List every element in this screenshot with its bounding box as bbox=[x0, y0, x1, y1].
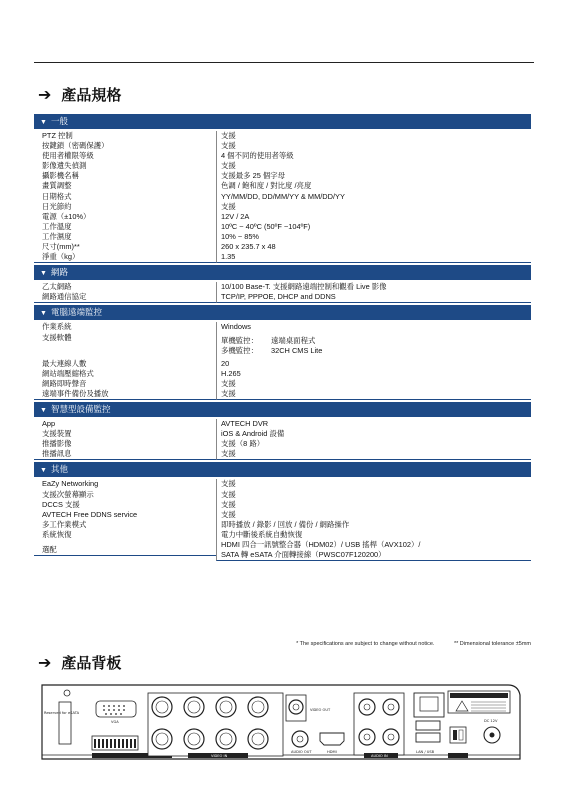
spec-row bbox=[34, 359, 531, 369]
esata-port bbox=[59, 702, 71, 744]
spec-category-title: 電腦遠端監控 bbox=[50, 307, 102, 318]
lan-port bbox=[414, 693, 444, 717]
spec-row bbox=[34, 282, 531, 292]
arrow-right-icon: ➔ bbox=[38, 652, 52, 672]
spec-row bbox=[34, 131, 531, 141]
spec-category-title: 網路 bbox=[50, 267, 68, 278]
spec-key: 工作溫度 bbox=[42, 221, 72, 231]
spec-value: 支援最多 25 個字母 bbox=[216, 171, 531, 181]
spec-value: 電力中斷後系統自動恢復 bbox=[216, 530, 531, 540]
spec-value: 支援 bbox=[216, 510, 531, 520]
spec-key: App bbox=[42, 419, 56, 429]
spec-value: YY/MM/DD, DD/MM/YY & MM/DD/YY bbox=[216, 192, 531, 202]
spec-key: 影像遺失偵測 bbox=[42, 161, 87, 171]
spec-value: 10ºC ~ 40ºC (50ºF ~104ºF) bbox=[216, 222, 531, 232]
audio-out-port bbox=[292, 731, 308, 747]
spec-key: 尺寸(mm)** bbox=[42, 242, 80, 252]
spec-key: 網站端壓縮格式 bbox=[42, 368, 94, 378]
spec-group bbox=[34, 402, 531, 460]
hdmi-port bbox=[320, 733, 344, 745]
spec-key: 網路即時聲音 bbox=[42, 378, 87, 388]
spec-key: 多工作業模式 bbox=[42, 519, 87, 529]
spec-key: 作業系統 bbox=[42, 322, 72, 332]
spec-row bbox=[34, 520, 531, 530]
spec-value: 12V / 2A bbox=[216, 212, 531, 222]
spec-key: 電源（±10%） bbox=[42, 211, 91, 221]
spec-value: 支援 bbox=[216, 500, 531, 510]
hdmi-label: HDMI bbox=[327, 750, 337, 754]
spec-row bbox=[34, 202, 531, 212]
spec-row bbox=[34, 171, 531, 181]
spec-row bbox=[34, 161, 531, 171]
spec-row bbox=[34, 232, 531, 242]
spec-row bbox=[34, 479, 531, 489]
spec-value-line: HDMI 四合一訊號整合器（HDM02）/ USB 搖桿（AVX102）/ bbox=[221, 540, 421, 549]
spec-key: DCCS 支援 bbox=[42, 499, 80, 509]
spec-row bbox=[34, 490, 531, 500]
spec-sub-value: 遠端桌面程式 bbox=[271, 335, 316, 345]
spec-row bbox=[34, 151, 531, 161]
triangle-down-icon: ▼ bbox=[40, 407, 47, 415]
panel-section-title: 產品背板 bbox=[61, 654, 122, 672]
spec-row bbox=[34, 322, 531, 332]
spec-row bbox=[34, 242, 531, 252]
spec-key: 最大連線人數 bbox=[42, 358, 87, 368]
spec-key: 網路通信協定 bbox=[34, 292, 216, 303]
spec-category-header bbox=[34, 114, 531, 129]
spec-category-header bbox=[34, 402, 531, 417]
spec-sub-line bbox=[221, 346, 531, 356]
rear-panel-illustration bbox=[38, 681, 522, 763]
spec-table bbox=[34, 114, 531, 563]
lan-usb-label: LAN / USB bbox=[416, 750, 435, 754]
triangle-down-icon: ▼ bbox=[40, 270, 47, 278]
spec-value: 支援 bbox=[216, 131, 531, 141]
spec-value: 支援 bbox=[216, 202, 531, 212]
spec-row bbox=[34, 181, 531, 191]
spec-row bbox=[34, 449, 531, 460]
triangle-down-icon: ▼ bbox=[40, 119, 47, 126]
spec-row bbox=[34, 439, 531, 449]
spec-key: 系統恢復 bbox=[42, 529, 72, 539]
footnote-1: * The specifications are subject to change without notice. bbox=[296, 641, 435, 647]
spec-category-title: 一般 bbox=[50, 116, 68, 126]
spec-key: 使用者權限等級 bbox=[42, 151, 94, 161]
spec-value: 支援 bbox=[216, 141, 531, 151]
spec-key: 按鍵鎖（密碼保護） bbox=[42, 141, 109, 151]
spec-key: 選配 bbox=[34, 545, 216, 556]
spec-value bbox=[216, 540, 531, 561]
triangle-down-icon: ▼ bbox=[40, 310, 47, 318]
spec-value: 支援 bbox=[216, 490, 531, 500]
spec-category-header bbox=[34, 265, 531, 280]
spec-key: 日期格式 bbox=[42, 191, 72, 201]
power-switch bbox=[450, 727, 466, 743]
spec-value: 4 個不同的使用者等級 bbox=[216, 151, 531, 161]
spec-value: 10% ~ 85% bbox=[216, 232, 531, 242]
spec-section-title: 產品規格 bbox=[61, 86, 122, 104]
spec-sub-value: 32CH CMS Lite bbox=[271, 345, 323, 355]
spec-value: H.265 bbox=[216, 369, 531, 379]
spec-key: 攝影機名稱 bbox=[42, 171, 79, 181]
spec-value: 支援 bbox=[216, 161, 531, 171]
spec-category-title: 智慧型設備監控 bbox=[50, 404, 111, 415]
spec-category-header bbox=[34, 462, 531, 477]
arrow-right-icon: ➔ bbox=[38, 84, 52, 104]
spec-group bbox=[34, 462, 531, 561]
spec-section-heading bbox=[38, 84, 121, 105]
audio-out-label: AUDIO OUT bbox=[291, 750, 312, 754]
spec-value: AVTECH DVR bbox=[216, 419, 531, 429]
esata-label: Reserved for eSATA bbox=[44, 711, 80, 715]
spec-value: 支援 bbox=[216, 389, 531, 400]
spec-value: 支援 bbox=[216, 479, 531, 489]
spec-value: 20 bbox=[216, 359, 531, 369]
video-out-label: VIDEO OUT bbox=[310, 708, 331, 712]
spec-row bbox=[34, 141, 531, 151]
spec-row bbox=[34, 192, 531, 202]
spec-row bbox=[34, 530, 531, 540]
spec-row bbox=[34, 379, 531, 389]
spec-key: 淨重（kg） bbox=[34, 252, 216, 263]
vga-label: VGA bbox=[111, 720, 119, 724]
spec-sub-line bbox=[221, 336, 531, 346]
spec-key: 乙太網路 bbox=[42, 282, 72, 292]
spec-row bbox=[34, 500, 531, 510]
spec-key: 推播影像 bbox=[42, 439, 72, 449]
triangle-down-icon: ▼ bbox=[40, 467, 47, 475]
spec-key: 推播訊息 bbox=[34, 449, 216, 460]
spec-value-line: SATA 轉 eSATA 介面轉接線（PWSC07F120200） bbox=[221, 550, 386, 560]
spec-category-title: 其他 bbox=[50, 464, 68, 475]
spec-key: 日光節約 bbox=[42, 201, 72, 211]
spec-row bbox=[34, 292, 531, 303]
spec-key: 支援裝置 bbox=[42, 429, 72, 439]
spec-key: 支援次螢幕顯示 bbox=[42, 489, 94, 499]
spec-group bbox=[34, 114, 531, 263]
spec-value bbox=[216, 333, 531, 359]
rear-panel-drawing bbox=[38, 681, 522, 763]
spec-value: 支援 bbox=[216, 449, 531, 460]
footnote-2: ** Dimensional tolerance ±5mm bbox=[454, 641, 531, 647]
usb-port-1 bbox=[416, 721, 440, 730]
spec-key: 支援軟體 bbox=[42, 332, 72, 342]
spec-value: TCP/IP, PPPOE, DHCP and DDNS bbox=[216, 292, 531, 303]
spec-value: 色調 / 飽和度 / 對比度 /亮度 bbox=[216, 181, 531, 191]
spec-category-header bbox=[34, 305, 531, 320]
spec-value: 即時播放 / 錄影 / 回放 / 備份 / 網路操作 bbox=[216, 520, 531, 530]
spec-row bbox=[34, 510, 531, 520]
spec-row bbox=[34, 540, 531, 561]
spec-value: 260 x 235.7 x 48 bbox=[216, 242, 531, 252]
spec-key: EaZy Networking bbox=[42, 479, 99, 489]
top-rule bbox=[34, 62, 534, 63]
spec-row bbox=[34, 369, 531, 379]
spec-value: Windows bbox=[216, 322, 531, 332]
spec-row bbox=[34, 222, 531, 232]
spec-value: 10/100 Base-T. 支援網路遠端控制和觀看 Live 影像 bbox=[216, 282, 531, 292]
spec-value: 1.35 bbox=[216, 252, 531, 263]
spec-row bbox=[34, 389, 531, 400]
spec-group bbox=[34, 305, 531, 400]
spec-row bbox=[34, 252, 531, 263]
footnotes bbox=[34, 641, 531, 647]
spec-group bbox=[34, 265, 531, 303]
spec-row bbox=[34, 333, 531, 359]
spec-key: 畫質調整 bbox=[42, 181, 72, 191]
audio-in-label: AUDIO IN bbox=[371, 754, 388, 758]
spec-value: 支援 bbox=[216, 379, 531, 389]
video-in-label: VIDEO IN bbox=[211, 754, 228, 758]
spec-key: AVTECH Free DDNS service bbox=[42, 509, 138, 519]
spec-value: iOS & Android 設備 bbox=[216, 429, 531, 439]
power-label-bar bbox=[448, 753, 468, 758]
usb-port-2 bbox=[416, 733, 440, 742]
spec-value: 支援（8 路） bbox=[216, 439, 531, 449]
spec-sub-label: 單機監控： bbox=[221, 335, 258, 345]
dc-label: DC 12V bbox=[484, 719, 498, 723]
spec-key: 工作濕度 bbox=[42, 231, 72, 241]
spec-key: PTZ 控制 bbox=[42, 131, 73, 140]
spec-sub-label: 多機監控： bbox=[221, 345, 258, 355]
spec-row bbox=[34, 419, 531, 429]
panel-section-heading bbox=[38, 652, 121, 673]
spec-row bbox=[34, 429, 531, 439]
spec-key: 遠端事件備份及播放 bbox=[34, 389, 216, 400]
spec-row bbox=[34, 212, 531, 222]
